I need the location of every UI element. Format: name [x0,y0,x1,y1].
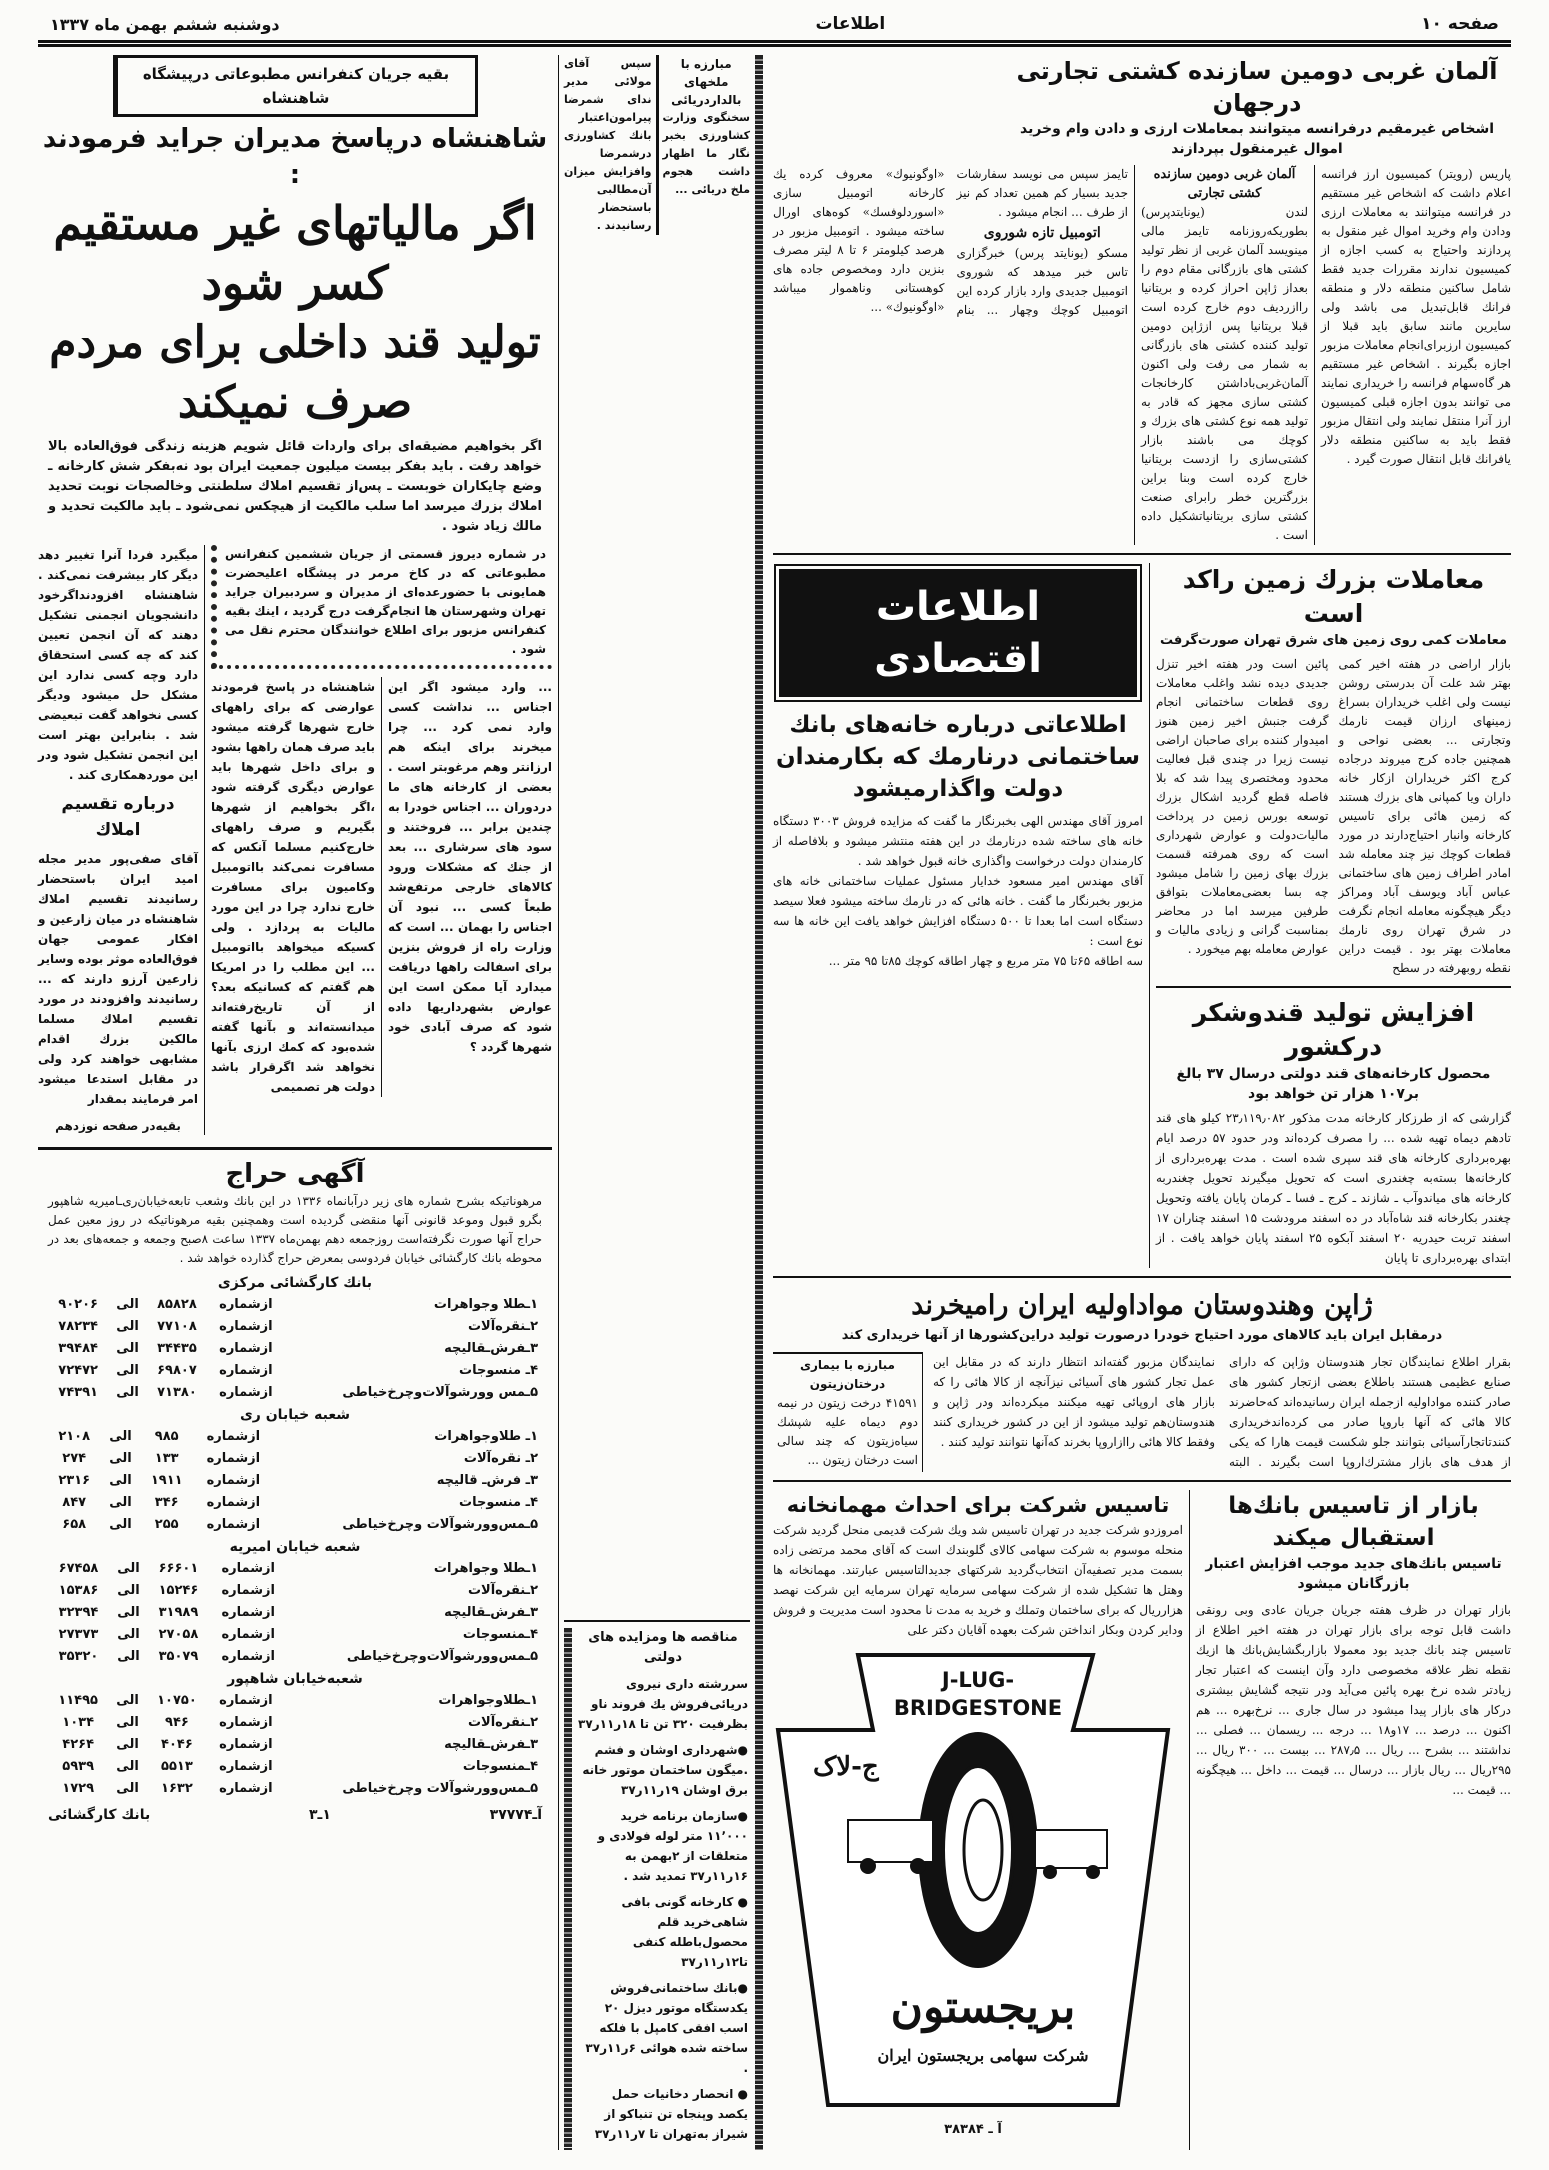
to-number: ۷۲۴۷۲ [58,1363,98,1378]
auction-title: آگهی حراج [225,1159,365,1189]
germany-col-1: پاریس (رویتر) کمیسیون ارز فرانسه اعلام داشت که اشخاص غیر مستقیم در فرانسه میتوانند به معاملات ارزی ودادن وام وخرید اموال غیر منقول به پردازند واحتیاج به کسب اجازه از کمیسیون ندارند مقررات جدید فقط شامل ساکنین منطقه دلار و منطقه فرانك قابل‌تبدیل می باشد ولی سایرین مانند سابق باید قبلا از کمیسیون ارزبرای‌انجام معاملات مزبور اجازه بگیرند . اشخاص غیر مستقیم هر گاه‌سهام فرانسه را خریداری نمایند می توانند بدون اجازه قبلی کمیسیون ارز آنرا منتقل نمایند ولی انتقال مزبور فقط باید به ساکنین منطقه دلار یافرانك قابل انتقال صورت گیرد . [1321,167,1511,466]
bridgestone-ad [773,1650,1173,2150]
from-label: ازشماره [219,1715,273,1730]
shah-right-columns [211,545,552,1135]
to-label: الی [117,1649,140,1664]
from-number: ۷۷۱۰۸ [157,1319,197,1334]
auction-item-label: ۵ـمس‌وورشوآلات وچرخ‌خیاطی [342,1781,538,1796]
locust-title: مبارزه با ملخهای بالداردریائی [671,57,742,107]
from-number: ۲۷۰۵۸ [158,1627,199,1642]
from-number: ۷۱۳۸۰ [157,1385,197,1400]
continuation-box [113,55,478,117]
col-text: مسکو (یونایتد پرس) خبرگزاری تاس خبر میدهد که شوروی اتومبیل جدیدی وارد بازار کرده این اتومبیل کوچك وچهار ... بنام «اوگونیوك» معروف کرده یك کارخانه اتومبیل سازی «اسوردلوفسك» کوه‌های اورال ساخته میشود . اتومبیل مزبور در هرصد کیلومتر ۶ تا ۸ لیتر مصرف بنزین دارد ومخصوص جاده های کوهستانی وناهموار میباشد «اوگونیوك» ... [773,167,1128,317]
auction-item-label: ۳ـ فرش‌ـ قالیچه [436,1473,538,1488]
issue-date: دوشنبه ششم بهمن ماه ۱۳۳۷ [50,15,280,34]
to-label: الی [116,1781,139,1796]
ad-logo-fa: بریجستون [890,1982,1076,2033]
japan-sub: درمقابل ایران باید کالاهای مورد احتیاج خودرا درصورت تولید دراین‌کشورها از آنها خریداری کند [841,1328,1443,1343]
auction-item-label: ۱ـطلا وجواهرات [433,1561,538,1576]
intro-box [211,545,552,669]
to-label: الی [116,1693,139,1708]
left-block [38,55,558,2150]
auction-branch-table [48,1558,542,1668]
auction-row [48,1338,542,1360]
auction-branch-table [48,1426,542,1536]
mid-block [559,55,755,2150]
from-number: ۱۵۲۴۶ [158,1583,199,1598]
sugar-sub: محصول کارخانه‌های قند دولتی درسال ۳۷ بالغ بر۱۰۷ هزار تن خواهد بود [1176,1066,1491,1102]
banks-headline: بازار از تاسیس بانك‌ها استقبال میکند [1228,1493,1479,1551]
ad-company: شرکت سهامی بریجستون ایران [877,2046,1089,2065]
from-label: ازشماره [221,1561,275,1576]
to-label: الی [117,1627,140,1642]
tenders-rule [564,1620,750,1622]
tender-item: ● انحصار دخانیات حمل یکصد وپنجاه تن تنباکو از شیراز به‌تهران تا ۷ر۱۱ر۳۷ [594,2087,748,2141]
continued-on: بقیه‌در صفحه نوزدهم [55,1119,181,1133]
auction-row [48,1448,542,1470]
tenders-box [572,1628,750,2150]
divider [204,545,205,1135]
continuation-label: بقیه جریان کنفرانس مطبوعاتی درپیشگاه شاهنشاه [142,65,450,107]
from-number: ۹۴۶ [165,1715,189,1730]
auction-row [48,1734,542,1756]
divider [1189,1490,1190,2150]
tender-item: سررشته داری نیروی دریائی‌فروش یك فروند ناو بظرفیت ۳۲۰ تن تا ۱۸ر۱۱ر۳۷ [578,1677,748,1731]
page-body [38,55,1511,2150]
auction-branch-heading: بانك کارگشائی مرکزی [217,1275,373,1291]
tire-icon [918,1732,1038,1968]
from-label: ازشماره [206,1473,261,1488]
to-number: ۵۹۳۹ [62,1759,95,1774]
to-label: الی [109,1451,132,1466]
auction-row [48,1778,542,1800]
from-label: ازشماره [206,1429,261,1444]
auction-code-2: ۱ـ۳ [309,1807,331,1823]
olive-box [773,1352,923,1472]
germany-article [773,55,1511,545]
auction-branch-heading: شعبه خیابان امیریه [229,1539,361,1555]
to-number: ۳۵۳۲۰ [58,1649,99,1664]
to-label: الی [116,1385,139,1400]
auction-item-label: ۱ـطلا وجواهرات [433,1297,538,1312]
to-label: الی [116,1297,139,1312]
divider [1149,563,1150,1268]
col-text: لندن (یونایتدپرس) بطوریکه‌روزنامه تایمز مالی مینویسد آلمان غربی از نظر تولید کشتی های بازرگانی مقام دوم را بعداز ژاپن احراز کرده و بریتانیا راازردیف دوم خارج کرده است قبلا بریتانیا پس ازژاپن دومین تولید کننده کشتی های بازرگانی به شمار می رفت ولی اکنون آلمان‌غربی‌باداشتن کارخانجات کشتی سازی مجهز که قادر به تولید همه نوع کشتی های بزرك و کوچك می باشند بازار کشتی‌سازی را ازدست بریتانیا خارج کرده است وبنا براین بزرگترین خطر رابرای صنعت کشتی سازی بریتانیاتشکیل داده است . [1141,205,1308,542]
from-label: ازشماره [206,1517,261,1532]
auction-row [48,1492,542,1514]
auction-branch-heading: شعبه‌خیابان شاهپور [227,1671,363,1687]
divider [773,553,1511,555]
shah-col-3: ... وارد میشود اگر این اجناس ... نداشت کسی وارد نمی کرد ... چرا میخرند برای اینکه هم ارزانتر وهم مرغوبتر است . بعضی از کارخانه های ما دردوران ... اجناس خودرا به چندین برابر ... فروختند و سود های سرشاری ... بعد از جنك که مشکلات ورود کالاهای خارجی مرتفع‌شد طبعاً کسی ... نبود آن اجناس را بهمان ... است که وزارت راه از فروش بنزین برای اسفالت راهها دریافت میدارد آیا ممکن است این عوارض بشهرداریها داده شود که صرف آبادی خود شهرها گردد ؟ [388,680,552,1054]
from-number: ۶۶۶۰۱ [158,1561,199,1576]
germany-col-2 [1141,165,1308,545]
land-columns [1156,655,1511,978]
japan-article [773,1286,1511,1472]
auction-item-label: ۵ـمس‌وورشوآلات‌وچرخ‌خیاطی [346,1649,538,1664]
germany-col-2-title: آلمان غربی دومین سازنده کشتی تجارتی [1153,167,1296,201]
auction-row [48,1756,542,1778]
shah-col-2: شاهنشاه در پاسخ فرمودند عوارضی که برای راههای خارج شهرها گرفته میشود باید صرف همان راهها بشود و برای داخل شهرها باید عوارض دیگری گرفته شود ،اگر بخواهیم از شهرها بگیریم و صرف راههای خارج‌کنیم مسلما آنکس که مسافرت نمی‌کند بااتومبیل وکامیون برای مسافرت خارج ندارد چرا در این مورد مالیات به پردازد . ولی کسیکه میخواهد بااتومبیل ... این مطلب را در امریکا هم گفتم که کسانیکه بعد؟ از آن تاریخ‌رفته‌اند میدانسته‌اند و بآنها گفته شده‌بود که کمك ارزی بآنها نخواهد شد اگرقرار باشد دولت هر تصمیمی [211,680,375,1094]
from-label: ازشماره [219,1319,273,1334]
from-number: ۲۵۵ [154,1517,179,1532]
auction-row [48,1360,542,1382]
auction-item-label: ۴ـ منسوجات [459,1363,538,1378]
to-number: ۷۸۲۳۴ [58,1319,98,1334]
to-number: ۲۷۴ [62,1451,87,1466]
to-number: ۶۵۸ [62,1517,87,1532]
auction-table [48,1272,542,1800]
to-label: الی [109,1517,132,1532]
divider [773,1480,1511,1482]
from-number: ۱۳۳ [154,1451,179,1466]
housing-p3: سه اطاقه ۶۵تا ۷۵ متر مربع و چهار اطاقه کوچك ۸۵تا ۹۵ متر ... [828,954,1143,968]
to-label: الی [117,1605,140,1620]
to-number: ۹۰۲۰۶ [58,1297,98,1312]
from-label: ازشماره [221,1583,275,1598]
page-number: صفحه ۱۰ [1421,14,1499,34]
from-label: ازشماره [219,1385,273,1400]
tender-item: ●شهرداری اوشان و فشم .میگون ساختمان موتور خانه برق اوشان ۱۹ر۱۱ر۳۷ [582,1743,748,1797]
from-label: ازشماره [206,1451,261,1466]
from-number: ۳۴۶ [154,1495,179,1510]
bottom-row [773,1490,1511,2150]
auction-row [48,1624,542,1646]
shah-col-1 [38,545,198,1135]
to-number: ۳۲۳۹۴ [58,1605,99,1620]
to-number: ۱۰۳۴ [62,1715,95,1730]
to-number: ۱۷۲۹ [62,1781,95,1796]
auction-row [48,1470,542,1492]
auction-row [48,1382,542,1404]
auction-row [48,1426,542,1448]
divider [1134,165,1135,545]
economic-banner [779,569,1137,697]
auction-footer [48,1804,542,1826]
germany-col-3 [773,165,1128,545]
shah-headline-1: اگر مالیاتهای غیر مستقیم کسر شود [53,196,537,310]
to-label: الی [109,1473,132,1488]
tender-item: ●سازمان برنامه خرید ۱۱٬۰۰۰ متر لوله فولادی و متعلقات از ۲بهمن به ۱۶ر۱۱ر۳۷ تمدید شد . [597,1809,748,1883]
ad-code: آ ـ ۳۸۳۸۴ [944,2122,1002,2137]
to-number: ۴۲۶۴ [62,1737,95,1752]
shah-summary: اگر بخواهیم مضیقه‌ای برای واردات قائل شویم هزینه زندگی فوق‌العاده بالا خواهد رفت . باید بفکر بیست میلیون جمعیت ایران بود نه‌بفکر شش کارخانه ـ وضع چایکاران خوبست ـ پس‌از تقسیم املاك سلطنتی وخالصجات نوبت تحدید املاك بزرك میرسد اما سلب مالکیت از هیچکس نمی‌شود ـ باید مالکیت تحدید و مالك زیاد شود . [48,439,542,534]
from-number: ۱۰۷۵۰ [157,1693,197,1708]
from-number: ۶۹۸۰۷ [157,1363,197,1378]
sugar-headline: افزایش تولید قندوشکر درکشور [1192,998,1475,1061]
col-text: تایمز سپس می نویسد سفارشات جدید بسیار کم همین تعداد کم نیز از طرف ... انجام میشود . [956,167,1128,219]
divider [773,1276,1511,1278]
divider [1156,986,1511,988]
mid-col-a: سپس آقای مولائی مدیر ندای شمرضا پیرامون‌اعتبار بانك کشاورزی درشمرضا وافزایش میزان آن‌مطالبی باستحضار رسانیدند . [564,57,652,232]
from-label: ازشماره [219,1781,273,1796]
soviet-car-title: اتومبیل تازه شوروی [983,225,1101,241]
hotel-ad-column [773,1490,1183,2150]
auction-row [48,1712,542,1734]
auction-row [48,1646,542,1668]
auction-signature: بانك کارگشائی [48,1807,151,1823]
hotel-headline: تاسیس شرکت برای احداث مهمانخانه [786,1493,1170,1517]
from-label: ازشماره [221,1649,275,1664]
auction-row [48,1602,542,1624]
auction-row [48,1294,542,1316]
to-label: الی [109,1429,132,1444]
housing-p2: آقای مهندس امیر مسعود خدایار مسئول عملیات ساختمانی خانه های مزبور بخبرنگار ما گفت . خانه هائی که در نارمك ساخته میشود فعلا سیصد دستگاه است اما بعدا تا ۵۰۰ دستگاه افزایش خواهد یافت این خانه ها سه نوع است : [773,874,1143,948]
auction-item-label: ۲ـ نقره‌آلات [463,1451,538,1466]
housing-headline: اطلاعاتی درباره خانه‌های بانك ساختمانی درنارمك که بکارمندان دولت واگذارمیشود [775,712,1141,802]
auction-branch-heading: شعبه خیابان ری [239,1407,351,1423]
to-label: الی [116,1715,139,1730]
auction-item-label: ۳ـفرش‌ـقالیچه [444,1737,538,1752]
housing-p1: امروز آقای مهندس الهی بخبرنگار ما گفت که مزایده فروش ۳۰۰۳ دستگاه خانه های ساخته شده درنارمك در این هفته منتشر میشود و بلافاصله از کارمندان دولت درخواست واگذاری خانه قبول خواهد شد . [773,814,1143,868]
from-label: ازشماره [219,1341,273,1356]
from-label: ازشماره [219,1297,273,1312]
japan-columns [773,1352,1511,1472]
to-label: الی [116,1759,139,1774]
germany-columns [773,165,1511,545]
japan-headline: ژاپن وهندوستان مواداولیه ایران رامیخرند [911,1290,1373,1321]
divider [381,677,382,1097]
shah-headline-2: تولید قند داخلی برای مردم صرف نمیکند [49,317,541,428]
to-number: ۲۷۳۷۳ [58,1627,99,1642]
from-number: ۱۹۱۱ [150,1473,183,1488]
olive-text: ۴۱۵۹۱ درخت زیتون در نیمه دوم دیماه علیه شپشك سیاه‌زیتون که چند سالی است درختان زیتون ... [777,1396,918,1467]
auction-item-label: ۱ـطلاوجواهرات [438,1693,538,1708]
germany-sub: اشخاص غیرمقیم درفرانسه میتوانند بمعاملات ارزی و دادن وام وخرید اموال غیرمنقول بپردازند [1019,121,1495,157]
masthead [38,14,1511,40]
auction-row [48,1514,542,1536]
economy-row [773,563,1511,1268]
land-col-2: پائین است ودر هفته اخیر تنزل جدیدی دیده نشد واغلب معاملات روی قطعات ساختمانی انجام گرفت جنبش اخیر زمین هنوز امیدوار کننده برای صاحبان اراضی نیست زیرا در چندی قبل فعالیت محدود ومختصری پیدا شد که بلا فاصله قطع گردید اشکال بزرك توسعه بورس زمین در پرداخت مالیات‌دولت و عوارض شهرداری است که روی همرفته قسمت بزرك بهای زمین را شامل میشود چه بسا بعضی‌معاملات بتوافق طرفین میرسد اما در محاضر بمناسبت گرانی و زیادی مالیات و عوارض معامله بهم میخورد . [1156,657,1329,956]
from-label: ازشماره [206,1495,261,1510]
subhead-land-division: درباره تقسیم املاك [61,794,175,840]
shah-intro: در شماره دیروز قسمتی از جریان ششمین کنفرانس مطبوعاتی که در کاخ مرمر در پیشگاه اعلیحضرت همایونی با حضورعده‌ای از مدیران و سردبیران جراید تهران وشهرستان ها انجام‌گرفت درج گردید ، اینك بقیه کنفرانس مزبور برای اطلاع خوانندگان محترم نقل می شود . [225,547,546,656]
auction-notice [38,1156,552,1826]
olive-title: مبارزه با بیماری درختان‌زیتون [800,1358,895,1391]
to-label: الی [117,1561,140,1576]
auction-branch-table [48,1294,542,1404]
auction-row [48,1558,542,1580]
from-label: ازشماره [221,1605,275,1620]
to-label: الی [109,1495,132,1510]
to-number: ۷۴۳۹۱ [58,1385,98,1400]
germany-headline: آلمان غربی دومین سازنده کشتی تجارتی درجهان [1016,57,1498,117]
shah-kicker: شاهنشاه درپاسخ مدیران جراید فرمودند : [42,124,548,190]
spacer [564,235,750,1614]
land-col-1: بازار اراضی در هفته اخیر کمی بهتر شد علت آن بدرستی روشن نیست ولی اغلب خریداران بسراغ زمینهای ارزان قیمت نارمك وتجارتی ... بعضی نواحی و همچنین جاده کرج میروند درجاده کرج اکثر خریداران ازکار خانه داران ویا کمپانی های بزرك هستند که زمین هائی برای تاسیس کارخانه وانبار احتیاج‌دارند در مورد قطعات کوچك نیز چند معامله شد امادر اطراف زمین های ساختمانی عباس آباد ویوسف آباد ومراکز دیگر هیچگونه معامله انجام نگرفت در شرق تهران روی نارمك معاملات بهتر بود . قیمت دراین نقطه رو‌بهرفته در سطح [1338,657,1511,975]
col-text: میگیرد فردا آنرا تغییر دهد دیگر کار بیشرفت نمی‌کند . شاهنشاه افزودنداگرخود دانشجویان انجمنی تشکیل دهند که آن انجمن تعیین کند که چه کسی استحقاق دارد وچه کسی ندارد این مشکل حل میشود ودیگر کسی نخواهد گفت تبعیضی شد . بنابراین بهتر است این انجمن تشکیل شود ودر این موردهمکاری کند . [38,548,198,782]
from-number: ۳۴۴۳۵ [157,1341,197,1356]
divider [656,55,659,235]
auction-item-label: ۳ـفرش‌ـقالیچه [444,1605,538,1620]
from-number: ۹۸۵ [154,1429,179,1444]
divider [1314,165,1315,545]
sugar-body: گزارشی که از طرزکار کارخانه مدت مذکور ۲۳٫۱۱۹٫۰۸۲ کیلو های قند تادهم دیماه تهیه شده ... را مصرف کرده‌اند ودر حدود ۵۷ درصد ایام بهره‌برداری کارخانه های قند سپری شده است . مدت بهره‌برداری از کارخانه‌ها بسته‌به چغندری است که تحویل میگیرند تحویل چغندربه کارخانه های میاندوآب ـ شازند ـ کرج ـ فسا ـ کرمان پایان یافته وتحویل چغندر بکارخانه قند شاه‌آباد در ده اسفند مرودشت ۱۵ اسفند چناران ۱۷ اسفند تربت حیدریه ۲۰ اسفند آبکوه ۲۵ اسفند پایان خواهد یافت . از ابتدای بهره‌برداری تا پایان [1156,1111,1512,1265]
tenders-title: مناقصه ها ومزایده های دولتی [588,1630,738,1665]
auction-item-label: ۵ـمس‌وورشوآلات وچرخ‌خیاطی [342,1517,538,1532]
auction-item-label: ۴ـمنسوجات [462,1759,538,1774]
from-number: ۸۵۸۲۸ [157,1297,197,1312]
auction-row [48,1316,542,1338]
housing-column [773,563,1143,1268]
to-number: ۲۱۰۸ [58,1429,91,1444]
shah-columns [38,545,552,1135]
newspaper-name: اطلاعات [815,14,886,34]
to-label: الی [116,1341,139,1356]
auction-item-label: ۲ـنقره‌آلات [467,1583,538,1598]
rope-border [755,55,763,2150]
mid-columns [564,55,750,235]
to-number: ۶۷۴۵۸ [58,1561,99,1576]
shah-col-pair [211,677,552,1097]
hotel-body: امروزدو شرکت جدید در تهران تاسیس شد ویك شرکت قدیمی منحل گردید شرکت منحله موسوم به شرکت سهامی کالای گلوبندك است که آقای محمد مرتضی زاده بسمت مدیر تصفیه‌آن انتخاب‌گردید شرکتهای جدیدالتاسیس عبارتند. مهمانخانه ها وهتل ها تشکیل شده از شرکت سهامی سرمایه تهران سرمایه این شرکت نهصد هزارریال که برای ساختمان وتملك و خرید به مدت نا محدود است مدیریت و فروش ودایر کردن وبکار انداختن شرکت بعهده آقایان دکتر علی [773,1523,1183,1637]
from-number: ۳۱۹۸۹ [158,1605,199,1620]
from-number: ۱۶۳۲ [161,1781,193,1796]
right-block [763,55,1511,2150]
to-number: ۸۴۷ [62,1495,87,1510]
japan-body: بقرار اطلاع نمایندگان تجار هندوستان وژاپن که دارای صنایع عظیمی هستند باطلاع بعضی ازتجار کشور های صادر کننده مواداولیه ازجمله ایران رسانیده‌اند که‌حاضرند کالا هائی که آنها باروپا صادر می کرده‌اندخریداری کنندتاتجارآسیائی بتوانند جلو شکست قیمت هارا که یکی از هدف های بازار مشترك‌اروپا است بگیرند . البته نمایندگان مزبور گفته‌اند انتظار دارند که در مقابل این عمل تجار کشور های آسیائی نیزآنچه از کالا هائی را که بازار های اروپائی تهیه میکنند میکرده‌اند ودر ژاپن و هندوستان‌هم تولید میشود از این در کشور خریداری کنند وفقط کالا هائی راازاروپا بخرند که‌آنها نتوانند تولید کنند . [933,1355,1511,1469]
auction-item-label: ۵ـمس وورشوآلات‌وچرخ‌خیاطی [342,1385,538,1400]
auction-row [48,1690,542,1712]
from-number: ۵۵۱۳ [161,1759,193,1774]
banks-column [1196,1490,1511,2150]
land-sub: معاملات کمی روی زمین های شرق تهران صورت‌گرفت [1160,633,1507,648]
col-text: آقای صفی‌پور مدیر مجله امید ایران باستحضار رسانیدند تقسیم املاك شاهنشاه در میان زارعین و افکار عمومی جهان فوق‌العاده موثر بوده وسایر زارعین آرزو دارند که ... رسانیدند وافزودند در مورد تقسیم املاك مسلما مالکین بزرك اقدام مشابهی خواهند کرد ولی در مقابل استدعا میشود امر فرمایند بمقدار [38,852,198,1106]
from-number: ۴۰۴۶ [161,1737,193,1752]
mid-col-b [663,55,751,235]
auction-item-label: ۳ـفرش‌ـقالیچه [444,1341,538,1356]
from-number: ۳۵۰۷۹ [158,1649,199,1664]
land-headline: معاملات بزرك زمین راکد است [1182,565,1485,628]
to-label: الی [116,1319,139,1334]
auction-row [48,1580,542,1602]
banks-sub: تاسیس بانك‌های جدید موجب افزایش اعتبار بازرگانان میشود [1205,1556,1502,1592]
auction-item-label: ۲ـنقره‌آلات [467,1319,538,1334]
to-label: الی [116,1363,139,1378]
to-label: الی [117,1583,140,1598]
ad-product: ج-لاک [813,1752,879,1782]
auction-item-label: ۱ـ طلاوجواهرات [434,1429,538,1444]
to-number: ۱۵۳۸۶ [58,1583,99,1598]
auction-item-label: ۴ـ منسوجات [459,1495,538,1510]
tender-item: ●بانك ساختمانی‌فروش یکدستگاه موتور دیزل ۲۰ اسب افقی کامپل با فلکه ساخته شده هوائی ۶ر۱۱ر۳۷ . [585,1981,748,2075]
to-number: ۲۳۱۶ [58,1473,91,1488]
from-label: ازشماره [219,1737,273,1752]
from-label: ازشماره [221,1627,275,1642]
ad-brand: J-LUG-BRIDGESTONE [893,1668,1063,1720]
to-label: الی [116,1737,139,1752]
from-label: ازشماره [219,1693,273,1708]
auction-code: آـ۳۷۷۷۴ [489,1807,542,1823]
to-number: ۳۹۴۸۴ [58,1341,98,1356]
banks-body: بازار تهران در ظرف هفته جریان جریان عادی وبی رونقی داشت قابل توجه برای بازار تهران در هفته اخیر اطلاع از تاسیس چند بانك جدید بود معمولا بازاربگشایش‌بانك ها ازیك نقطه نظر علاقه مخصوصی دارد وآن اینست که اعتبار تجار زیادتر شده نرخ بهره پائین می‌آید ودر نتیجه گشایش بیشتری درکار های بازار پیدا میشود در سال جاری ... نرخ‌بهره ... هم اکنون ... درصد ... ۱۷و۱۸ ... درجه ... ریسمان ... فصلی ... نداشتند ... بشرح ... ریال ... ۲۸۷٫۵ ... بیست ... ۳۰۰ ریال ... ۲۹۵ریال ... ریال بازار ... درسال ... قیمت ... داخل ... هیچگونه ... قیمت ... [1196,1603,1512,1797]
tenders-list [578,1674,748,2144]
auction-branch-table [48,1690,542,1800]
auction-item-label: ۴ـمنسوجات [462,1627,538,1642]
rope-border [564,1628,572,2150]
locust-text: سخنگوی وزارت کشاورزی بخبر نگار ما اظهار داشت هجوم ملخ دریائی ... [662,111,750,196]
auction-intro: مرهوناتیکه بشرح شماره های زیر درآبانماه ۱۳۳۶ در این بانك وشعب تابعه‌خیابان‌ری‌ـامیریه شاهپور بگرو قبول وموعد قانونی آنها منقضی گردیده است وهمچنین بقیه مرهوناتیکه در روز معین عمل حراج آنها صورت نگرفته‌است روزجمعه دهم بهمن‌ماه ۱۳۳۷ ساعت ۸صبح وجمعه و جمعه‌های بعد در محوطه بانك کارگشائی خیابان فردوسی بمعرض حراج گذارده خواهد شد . [48,1194,542,1265]
tender-item: ● کارخانه گونی بافی شاهی‌خرید قلم محصول‌باطله کنفی تا۱۲ر۱۱ر۳۷ [621,1895,748,1969]
from-label: ازشماره [219,1363,273,1378]
from-label: ازشماره [219,1759,273,1774]
auction-rule [38,1147,552,1150]
banner-label: اطلاعات اقتصادی [874,584,1042,682]
tenders-section [564,1628,750,2150]
land-sugar-column [1156,563,1511,1268]
auction-item-label: ۲ـنقره‌آلات [467,1715,538,1730]
to-number: ۱۱۴۹۵ [58,1693,98,1708]
header-rule [38,40,1511,47]
